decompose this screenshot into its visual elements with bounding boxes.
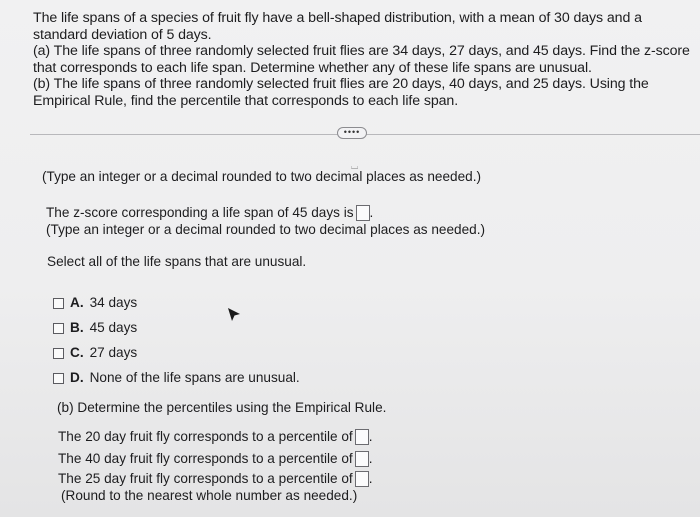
problem-intro: The life spans of a species of fruit fly have a bell-shaped distribution, with a mean of 30 days and a standard deviation of 5 days. [33,10,642,43]
period: . [368,471,373,486]
checkbox-c[interactable] [53,348,64,359]
option-d-letter: D. [70,370,84,385]
option-c-text: 27 days [89,345,138,360]
percentile-25-row [58,471,372,487]
percentile-20-input[interactable] [355,429,369,445]
checkbox-a[interactable] [53,298,64,309]
mouse-pointer-icon [226,306,242,324]
percentile-40-row [58,451,372,467]
z45-answer-input[interactable] [356,205,370,221]
expand-more-button[interactable]: •••• [337,127,367,139]
period: . [368,429,373,444]
option-a[interactable] [53,295,137,311]
option-c-letter: C. [70,345,84,360]
percentile-20-row [58,429,372,445]
percentile-40-input[interactable] [355,451,369,467]
option-a-letter: A. [70,295,84,310]
option-b-letter: B. [70,320,84,335]
problem-part-a: (a) The life spans of three randomly selected fruit flies are 34 days, 27 days, and 45 days. Find the z-score that corresponds to each life span. Determine whether any of these life spans are unusual. [33,43,690,76]
text-cursor-icon: ⌴ [351,161,359,171]
round-note: (Round to the nearest whole number as needed.) [61,488,358,503]
rounding-note-2: (Type an integer or a decimal rounded to two decimal places as needed.) [46,222,486,237]
percentile-40-prompt: The 40 day fruit fly corresponds to a percentile of [58,451,353,466]
option-b-text: 45 days [89,320,138,335]
checkbox-d[interactable] [53,373,64,384]
checkbox-b[interactable] [53,323,64,334]
unusual-prompt: Select all of the life spans that are unusual. [47,254,307,269]
option-b[interactable] [53,320,137,336]
percentile-25-input[interactable] [355,471,369,487]
option-d[interactable] [53,370,300,386]
option-d-text: None of the life spans are unusual. [89,370,300,385]
z45-prompt: The z-score corresponding a life span of 45 days is [46,205,354,220]
problem-part-b: (b) The life spans of three randomly selected fruit flies are 20 days, 40 days, and 25 days. Using the Empirical Rule, find the percentile that corresponds to each life span. [33,76,649,109]
problem-statement [33,10,693,109]
period: . [369,205,374,220]
option-c[interactable] [53,345,137,361]
percentile-25-prompt: The 25 day fruit fly corresponds to a percentile of [58,471,353,486]
z45-question [46,205,373,221]
percentile-20-prompt: The 20 day fruit fly corresponds to a percentile of [58,429,353,444]
section-b-heading: (b) Determine the percentiles using the Empirical Rule. [57,400,387,415]
rounding-note-1: (Type an integer or a decimal rounded to two decimal places as needed.) [42,169,482,184]
option-a-text: 34 days [89,295,138,310]
period: . [368,451,373,466]
